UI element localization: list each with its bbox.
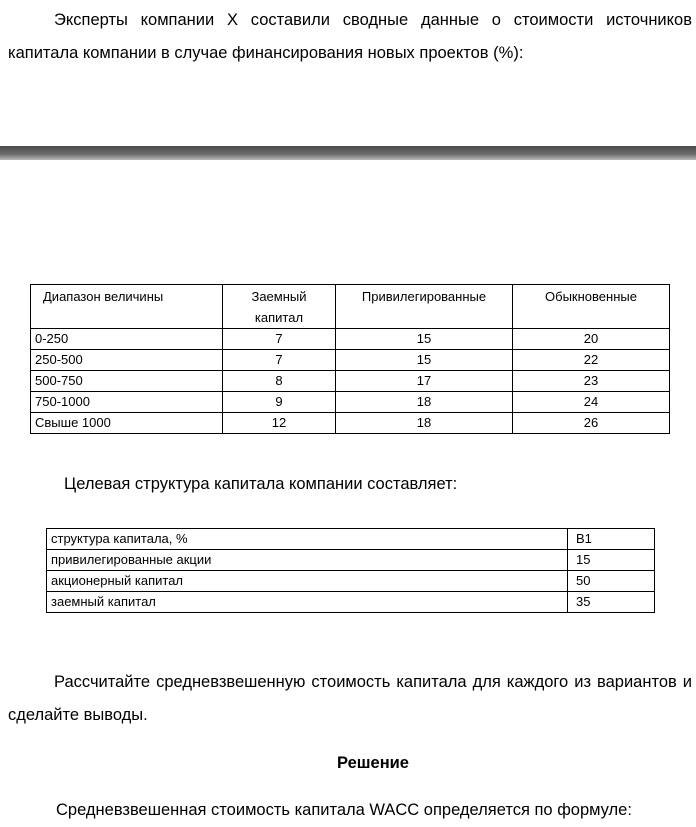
table-row [47,571,655,592]
cell-range: 250-500 [31,350,223,371]
table-row [31,350,670,371]
cell-common: 26 [513,413,670,434]
cell-debt: 7 [223,329,336,350]
table-row [31,413,670,434]
solution-heading: Решение [337,754,409,772]
page-divider [0,146,696,160]
table-header-row [31,285,670,329]
cell-preferred: 18 [336,392,513,413]
cell-preferred: 15 [336,329,513,350]
cell-range: Свыше 1000 [31,413,223,434]
cell-range: 750-1000 [31,392,223,413]
cell-label: структура капитала, % [47,529,568,550]
cell-range: 500-750 [31,371,223,392]
cell-value: 50 [568,571,655,592]
cell-preferred: 17 [336,371,513,392]
task-paragraph: Рассчитайте средневзвешенную стоимость капитала для каждого из вариантов и сделайте выводы. [8,673,692,724]
cell-preferred: 15 [336,350,513,371]
table-row [31,392,670,413]
cost-of-capital-table [30,284,670,434]
formula-intro: Средневзвешенная стоимость капитала WACC определяется по формуле: [56,801,632,819]
cell-preferred: 18 [336,413,513,434]
cell-debt: 7 [223,350,336,371]
table-row [31,371,670,392]
cell-value: 15 [568,550,655,571]
cell-debt: 8 [223,371,336,392]
cell-common: 24 [513,392,670,413]
cell-debt: 9 [223,392,336,413]
cell-label: привилегированные акции [47,550,568,571]
table-row [47,592,655,613]
header-common: Обыкновенные [513,285,670,329]
header-preferred: Привилегированные [336,285,513,329]
cell-range: 0-250 [31,329,223,350]
target-structure-heading: Целевая структура капитала компании составляет: [64,475,458,493]
intro-paragraph: Эксперты компании Х составили сводные данные о стоимости источников капитала компании в случае финансирования новых проектов (%): [8,11,692,62]
header-range: Диапазон величины [31,285,223,329]
cell-label: заемный капитал [47,592,568,613]
cell-value: 35 [568,592,655,613]
cell-label: акционерный капитал [47,571,568,592]
cell-common: 22 [513,350,670,371]
table-row [31,329,670,350]
cell-common: 20 [513,329,670,350]
table-row [47,550,655,571]
cell-common: 23 [513,371,670,392]
header-debt: Заемный капитал [223,285,336,329]
cell-debt: 12 [223,413,336,434]
cell-value: В1 [568,529,655,550]
table-row [47,529,655,550]
capital-structure-table [46,528,655,613]
